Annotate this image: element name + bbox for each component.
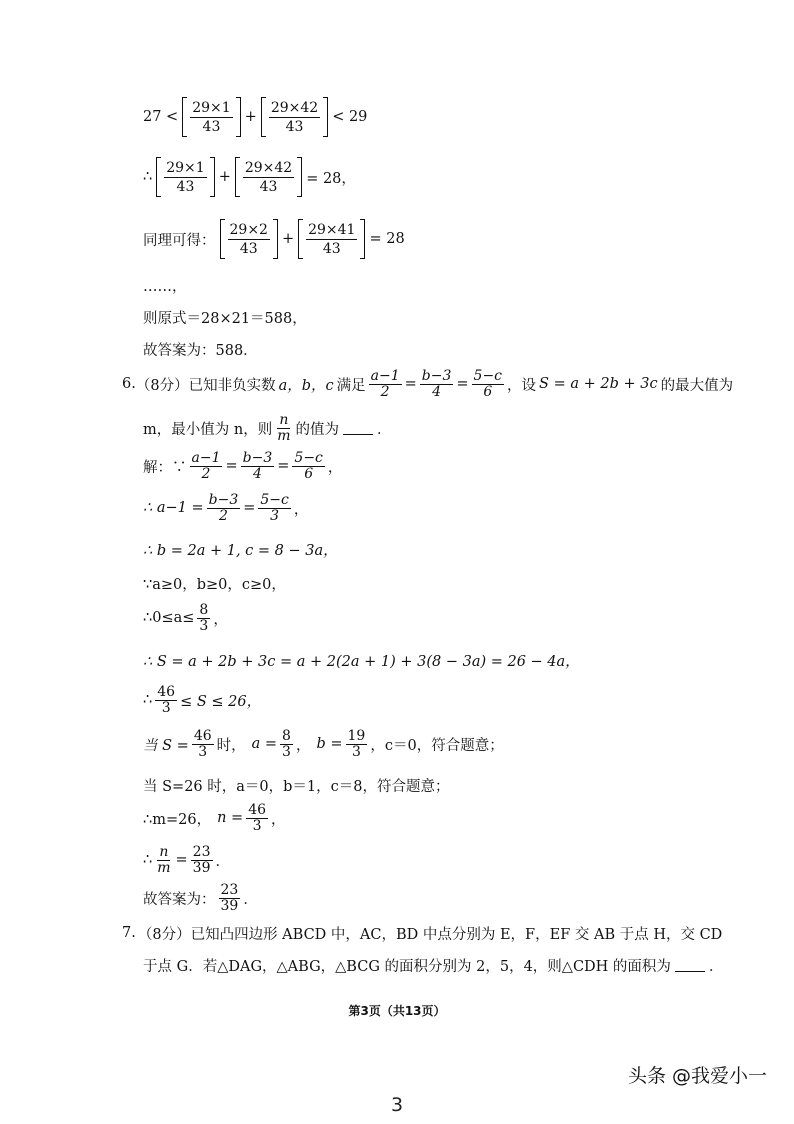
q6-stem-line2 xyxy=(143,408,391,448)
numerator: 23 xyxy=(192,843,211,860)
numerator: 29×41 xyxy=(308,221,356,238)
numerator: 46 xyxy=(248,801,267,818)
q6-stem-text: m，最小值为 n，则 xyxy=(143,421,273,438)
sol-line-9: 当 S=26 时，a＝0，b＝1，c＝8，符合题意； xyxy=(143,778,450,795)
fraction xyxy=(192,729,214,760)
question-number: 6. xyxy=(122,376,136,392)
denominator: 43 xyxy=(322,240,341,257)
fraction xyxy=(420,369,454,400)
numerator: n xyxy=(279,411,289,428)
denominator: 4 xyxy=(432,383,442,400)
numerator: 8 xyxy=(282,727,291,744)
fraction xyxy=(258,493,290,524)
equals-result: = 28， xyxy=(306,170,356,187)
punct: ， xyxy=(213,611,228,628)
value-text: ∴m=26， xyxy=(143,811,212,828)
therefore-symbol: ∴ xyxy=(143,169,153,185)
fraction xyxy=(346,729,368,760)
denominator: 3 xyxy=(270,507,280,524)
denominator: 2 xyxy=(201,465,211,482)
fraction xyxy=(292,451,324,482)
q6-variables: a，b，c xyxy=(278,377,334,394)
fraction xyxy=(241,451,275,482)
watermark: 头条 @我爱小一 xyxy=(628,1065,768,1087)
denominator: 2 xyxy=(380,383,390,400)
numerator: 29×42 xyxy=(270,99,319,116)
q7-stem-line2 xyxy=(143,950,723,980)
floor-fraction xyxy=(294,219,369,259)
numerator: n xyxy=(159,843,169,860)
floor-fraction xyxy=(231,157,306,197)
denominator: 4 xyxy=(252,465,262,482)
case-text: a = xyxy=(251,736,278,752)
numerator: 29×42 xyxy=(244,159,293,176)
q6-stem-text: （8分）已知非负实数 xyxy=(135,377,276,394)
numerator: 5−c xyxy=(294,449,323,466)
plus-sign: + xyxy=(281,231,295,247)
q6-stem-text: 满足 xyxy=(336,377,366,394)
denominator: 6 xyxy=(304,465,314,482)
question-number: 7. xyxy=(122,925,136,941)
answer-blank[interactable] xyxy=(675,959,705,972)
numerator: 5−c xyxy=(473,367,503,384)
fraction xyxy=(155,845,172,876)
denominator: m xyxy=(277,427,291,444)
equals-result: = 28 xyxy=(369,231,405,247)
q6-stem-line1: 6. （8分）已知非负实数 a，b，c 满足 $\frac{a-1}{2}$ = $\frac{b-3}{4}$ = $\frac{5-c}{6}$ ，设 S = a + 2b + 3c 的最大值为 xyxy=(122,367,734,400)
sol-line-12 xyxy=(143,876,258,920)
denominator: 3 xyxy=(252,817,262,834)
therefore-symbol: ∴ xyxy=(143,852,153,868)
denominator: 2 xyxy=(218,507,228,524)
equation-left: ∴ a−1 = xyxy=(143,500,204,516)
punct: ， xyxy=(293,501,309,518)
floor-fraction xyxy=(216,219,282,259)
equals-sign: = xyxy=(175,852,188,868)
q7-stem-line1 xyxy=(122,918,722,948)
answer-blank[interactable] xyxy=(343,422,373,435)
answer-label: 故答案为： xyxy=(143,891,216,908)
numerator: 29×1 xyxy=(192,99,231,116)
denominator: 39 xyxy=(220,897,239,914)
denominator: 43 xyxy=(239,240,258,257)
sol-line-3: ∴ b = 2a + 1, c = 8 − 3a， xyxy=(143,542,338,559)
denominator: m xyxy=(157,859,171,876)
q6-stem-text: ，设 xyxy=(507,377,537,394)
floor-fraction xyxy=(152,157,218,197)
punct: ， xyxy=(271,811,286,828)
page-footer: 第3页（共13页） xyxy=(348,1004,446,1018)
fraction xyxy=(280,729,293,760)
fraction xyxy=(219,883,241,914)
ineq-right: < 29 xyxy=(332,109,368,125)
s-expression: S = a + 2b + 3c xyxy=(539,376,658,392)
plus-sign: + xyxy=(244,109,257,125)
denominator: 43 xyxy=(285,118,304,135)
plus-sign: + xyxy=(218,169,231,185)
sol-line-2: ∴ a−1 = $\frac{b-3}{2}$ = $\frac{5-c}{3}$ ， xyxy=(143,491,309,524)
numerator: b−3 xyxy=(242,449,273,466)
fraction xyxy=(190,451,223,482)
numerator: 5−c xyxy=(260,491,289,508)
therefore-symbol: ∴ xyxy=(143,692,153,708)
denominator: 3 xyxy=(198,743,208,760)
q6-stem-text: ． xyxy=(376,421,392,438)
case-text: ， xyxy=(295,737,311,754)
denominator: 3 xyxy=(282,743,291,760)
denominator: 6 xyxy=(483,383,493,400)
numerator: a−1 xyxy=(191,449,221,466)
sol-line-1: 解：∵ $\frac{a-1}{2}$ = $\frac{b-3}{4}$ = $\frac{5-c}{6}$ ， xyxy=(143,449,343,482)
similarly-line xyxy=(143,222,405,256)
denominator: 43 xyxy=(176,178,195,195)
range-text: ∴0≤a≤ xyxy=(143,610,195,626)
range-text: ≤ S ≤ 26， xyxy=(180,693,262,710)
punct: ， xyxy=(327,459,343,476)
denominator: 3 xyxy=(199,617,209,634)
fraction xyxy=(369,369,402,400)
value-text: n = xyxy=(217,810,244,826)
case-text: b = xyxy=(316,736,343,752)
sol-line-11 xyxy=(143,840,230,880)
ellipsis-line: ……， xyxy=(143,278,187,295)
case-text: ，c＝0，符合题意； xyxy=(370,737,504,754)
punct: ． xyxy=(215,853,230,870)
denominator: 43 xyxy=(259,178,278,195)
q7-stem-text: （8分）已知凸四边形 ABCD 中，AC，BD 中点分别为 E，F，EF 交 AB 于点 H，交 CD xyxy=(137,926,723,943)
q6-stem-text: 的最大值为 xyxy=(660,377,734,394)
therefore-line xyxy=(143,160,356,194)
case-text: 时， xyxy=(216,737,246,754)
fraction xyxy=(207,493,241,524)
numerator: 46 xyxy=(157,683,176,700)
solution-label: 解：∵ xyxy=(143,459,187,476)
floor-fraction xyxy=(257,97,332,137)
denominator: 43 xyxy=(202,118,221,135)
numerator: 19 xyxy=(347,727,366,744)
fraction xyxy=(197,603,210,634)
numerator: 8 xyxy=(199,601,209,618)
floor-fraction xyxy=(178,97,244,137)
sol-line-4: ∵a≥0，b≥0，c≥0， xyxy=(143,576,286,593)
numerator: 29×1 xyxy=(166,159,205,176)
denominator: 39 xyxy=(192,859,211,876)
numerator: b−3 xyxy=(208,491,239,508)
answer-line: 故答案为：588． xyxy=(143,342,258,359)
numerator: 29×2 xyxy=(229,221,268,238)
q7-stem-text: ． xyxy=(708,958,724,975)
punct: ． xyxy=(243,891,258,908)
fraction xyxy=(275,413,292,444)
similarly-label: 同理可得： xyxy=(143,232,216,249)
fraction xyxy=(472,369,504,400)
numerator: a−1 xyxy=(370,367,400,384)
numerator: 23 xyxy=(220,881,239,898)
fraction xyxy=(155,685,177,716)
q6-stem-text: 的值为 xyxy=(295,421,339,438)
ineq-left: 27 < xyxy=(143,109,179,125)
numerator: b−3 xyxy=(421,367,452,384)
original-expression-line: 则原式＝28×21＝588， xyxy=(143,310,307,327)
inequality-line xyxy=(143,100,367,134)
denominator: 3 xyxy=(161,699,171,716)
denominator: 3 xyxy=(351,743,361,760)
page-number: 3 xyxy=(390,1094,404,1116)
sol-line-6: ∴ S = a + 2b + 3c = a + 2(2a + 1) + 3(8 − 3a) = 26 − 4a， xyxy=(143,653,580,670)
sol-line-7 xyxy=(143,680,261,720)
sol-line-8 xyxy=(143,722,504,766)
fraction xyxy=(246,803,268,834)
fraction xyxy=(191,845,213,876)
case-text: 当 S = xyxy=(143,737,189,754)
sol-line-10 xyxy=(143,798,286,838)
q7-stem-text: 于点 G．若△DAG，△ABG，△BCG 的面积分别为 2，5，4，则△CDH 的面积为 xyxy=(143,958,671,975)
sol-line-5 xyxy=(143,598,228,638)
numerator: 46 xyxy=(193,727,212,744)
